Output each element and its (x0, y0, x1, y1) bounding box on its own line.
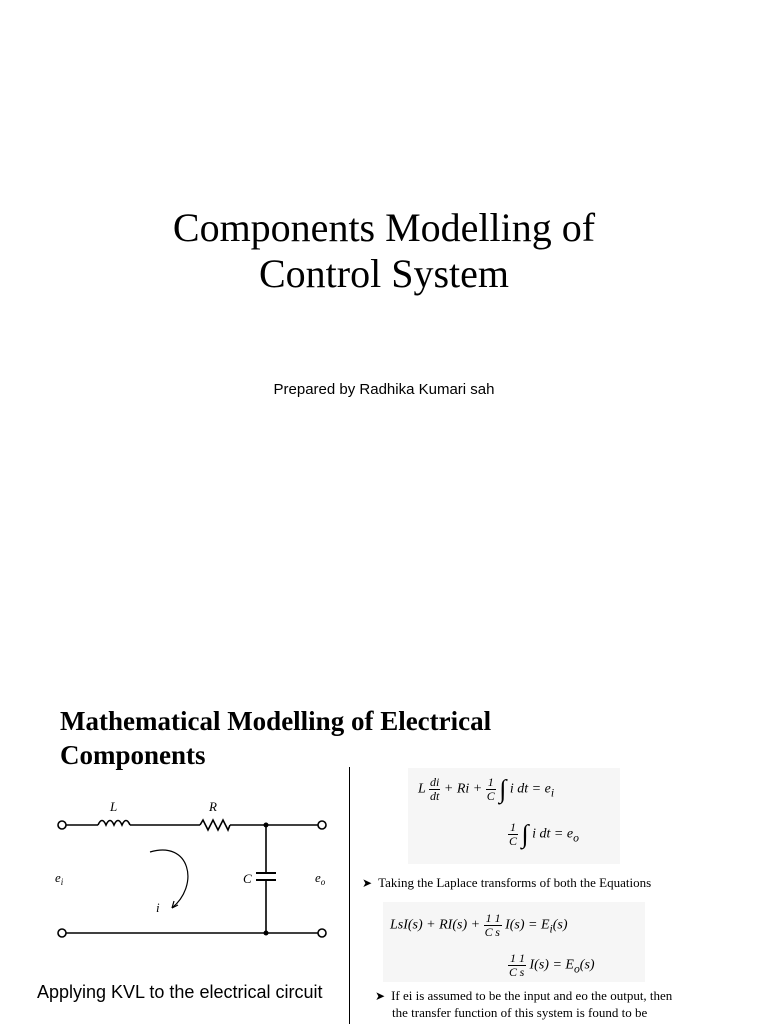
slide-heading-line-2: Components (60, 740, 206, 770)
inductor-label: L (110, 799, 118, 814)
output-voltage-label: $e_o$ (315, 870, 326, 887)
slide-heading-line-1: Mathematical Modelling of Electrical (60, 706, 492, 736)
author-line: Prepared by Radhika Kumari sah (273, 381, 495, 398)
input-terminal-bottom (58, 929, 66, 937)
input-voltage-label: $e_i$ (55, 870, 64, 887)
slide-title (0, 205, 768, 297)
capacitor-label: C (243, 871, 252, 886)
equation-laplace-1: LsI(s) + RI(s) + $\frac{1}{C}$ $\frac{1}{s}$ $I(s) = E_i(s)$ (390, 911, 568, 939)
equation-capacitor: $\frac{1}{C}$ ∫ i dt = $e_o$ (509, 819, 579, 849)
inductor-symbol (98, 821, 130, 826)
arrow-bullet-icon: ➤ (362, 876, 373, 890)
content-slide (0, 690, 768, 1024)
output-terminal-top (318, 821, 326, 829)
kvl-caption: Applying KVL to the electrical circuit (37, 982, 323, 1002)
arrow-bullet-icon: ➤ (375, 989, 386, 1003)
equation-kvl: L $\frac{di}{dt}$ + Ri + $\frac{1}{C}$ ∫ i dt = $e_i$ (418, 774, 555, 804)
bullet-laplace: ➤ Taking the Laplace transforms of both the Equations (362, 875, 652, 890)
equation-laplace-2: $\frac{1}{C}$ $\frac{1}{s}$ $I(s) = E_o(s)$ (509, 951, 595, 979)
bullet-transfer-function: ➤ If ei is assumed to be the input and eo the output, then the transfer function of this system is found to be (375, 988, 673, 1020)
input-terminal-top (58, 821, 66, 829)
output-terminal-bottom (318, 929, 326, 937)
rlc-circuit-diagram (0, 690, 350, 980)
slide-title-line-1: Components Modelling of (172, 205, 596, 250)
slide-title-line-2: Control System (258, 251, 510, 296)
resistor-label: R (209, 799, 217, 814)
current-label: i (156, 900, 160, 915)
column-divider (349, 767, 350, 1024)
resistor-symbol (200, 820, 230, 830)
